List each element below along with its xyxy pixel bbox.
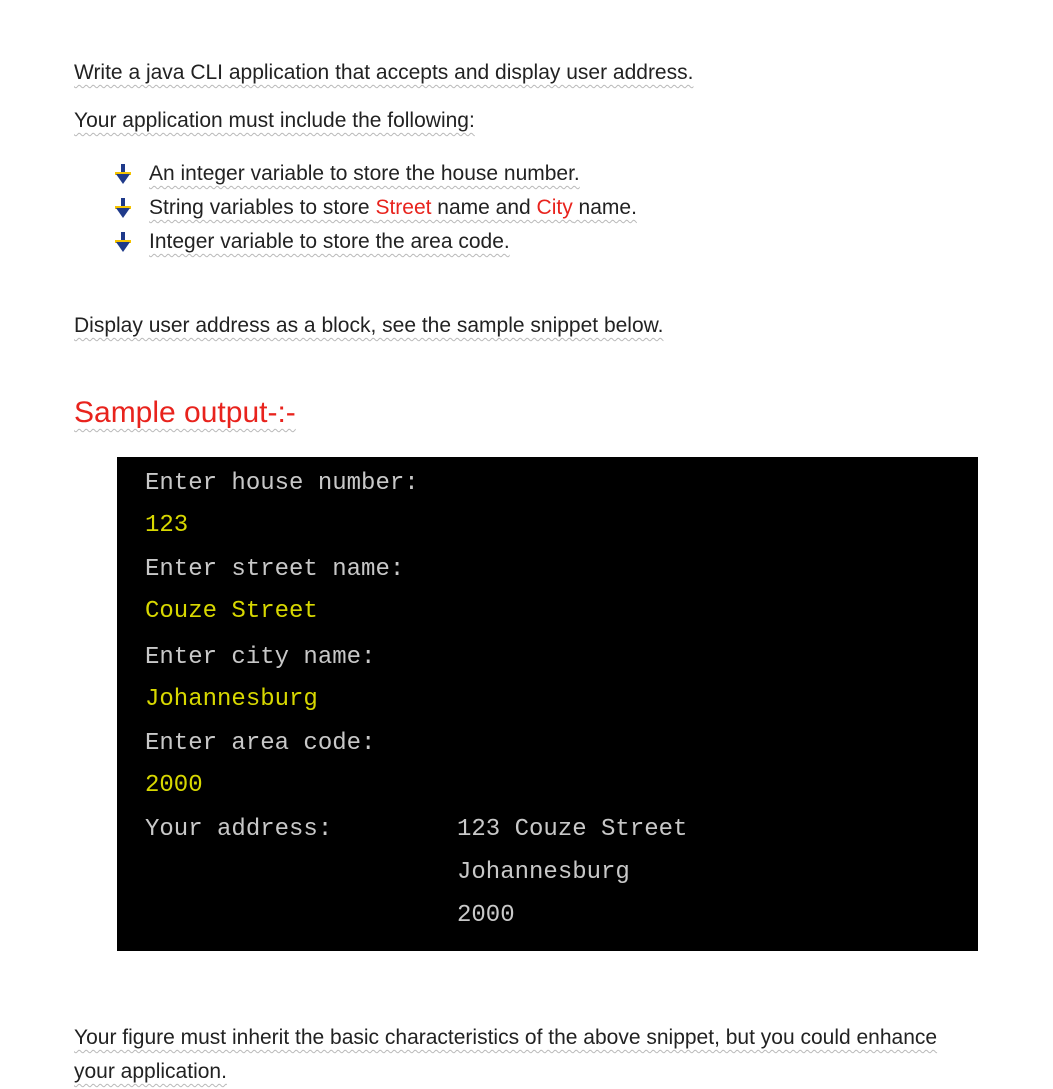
down-arrow-bullet-icon — [112, 197, 134, 219]
bullet-text-pre: An integer variable to store the house number. — [149, 162, 580, 185]
bullet-text-pre: String variables to store — [149, 196, 376, 219]
intro-text: Write a java CLI application that accepts and display user address. — [74, 61, 694, 84]
console-address-line: Johannesburg — [457, 859, 630, 886]
console-address-line: 123 Couze Street — [457, 816, 688, 843]
highlight-street: Street — [375, 196, 432, 219]
down-arrow-bullet-icon — [112, 163, 134, 185]
list-item — [112, 191, 637, 225]
console-address-label: Your address: — [145, 816, 333, 843]
requirement-text: Your application must include the following: — [74, 109, 475, 132]
console-prompt-area: Enter area code: — [145, 730, 376, 757]
bullet-text-post: name. — [572, 196, 637, 219]
list-item — [112, 157, 637, 191]
console-prompt-street: Enter street name: — [145, 556, 405, 583]
console-prompt-house: Enter house number: — [145, 470, 419, 497]
requirements-list — [112, 157, 637, 259]
console-input-house: 123 — [145, 512, 189, 539]
console-output — [117, 457, 978, 951]
bullet-text-mid: name and — [431, 196, 537, 219]
console-address-line: 2000 — [457, 902, 515, 929]
list-item — [112, 225, 637, 259]
console-input-area: 2000 — [145, 772, 203, 799]
display-note: Display user address as a block, see the sample snippet below. — [74, 314, 664, 337]
console-input-street: Couze Street — [145, 598, 318, 625]
highlight-city: City — [536, 196, 573, 219]
console-prompt-city: Enter city name: — [145, 644, 376, 671]
console-input-city: Johannesburg — [145, 686, 318, 713]
bullet-text-pre: Integer variable to store the area code. — [149, 230, 510, 253]
sample-output-heading: Sample output-:- — [74, 396, 296, 429]
closing-text: Your figure must inherit the basic characteristics of the above snippet, but you could enhance your application. — [74, 1026, 938, 1083]
down-arrow-bullet-icon — [112, 231, 134, 253]
